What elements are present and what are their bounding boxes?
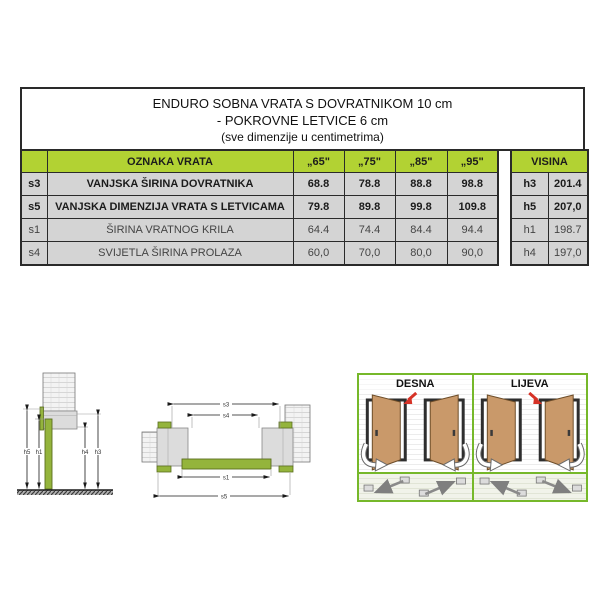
cell-value: 98.8: [447, 173, 498, 196]
cover-strip-section: [40, 407, 44, 430]
desna-doors-illustration: [359, 392, 472, 472]
door-leaf-plan: [182, 459, 271, 469]
label-h5: h5: [23, 450, 31, 456]
desna-plan-arrows: [359, 474, 472, 500]
dimension-labels: [22, 448, 103, 456]
cell-value: 79.8: [293, 196, 344, 219]
table-row: [511, 173, 588, 196]
cell-code: s1: [21, 219, 47, 242]
door-open-left-hinged-right: [529, 393, 582, 471]
label-s4: s4: [222, 413, 230, 420]
table-row: [21, 173, 498, 196]
cell-hcode: h5: [511, 196, 548, 219]
cell-name: VANJSKA DIMENZIJA VRATA S LETVICAMA: [47, 196, 293, 219]
table-row: [511, 219, 588, 242]
table-row: [511, 196, 588, 219]
tables-row: [20, 149, 585, 266]
cell-value: 60,0: [293, 242, 344, 266]
table-row: [21, 242, 498, 266]
header-size-85: „85": [395, 150, 447, 173]
dimension-labels: [218, 401, 232, 501]
cell-value: 80,0: [395, 242, 447, 266]
lijeva-plan-arrows-strip: [474, 472, 587, 500]
cell-hvalue: 198.7: [548, 219, 588, 242]
door-swing-diagram: [357, 373, 588, 502]
label-s3: s3: [222, 402, 230, 409]
cell-value: 88.8: [395, 173, 447, 196]
title-line-2: - POKROVNE LETVICE 6 cm: [216, 113, 389, 128]
cell-value: 68.8: [293, 173, 344, 196]
header-visina-cell: VISINA: [511, 150, 588, 173]
cell-value: 74.4: [344, 219, 395, 242]
wall-plan-left: [142, 422, 188, 472]
title-line-1: ENDURO SOBNA VRATA S DOVRATNIKOM 10 cm: [152, 96, 453, 111]
title-line-3: (sve dimenzije u centimetrima): [221, 130, 384, 144]
label-h3: h3: [94, 450, 102, 456]
cell-value: 84.4: [395, 219, 447, 242]
floor-line: [17, 490, 113, 495]
cell-hvalue: 207,0: [548, 196, 588, 219]
cell-code: s4: [21, 242, 47, 266]
swing-panel-lijeva: [472, 375, 587, 500]
swing-panel-desna: [359, 375, 472, 500]
table-row: [21, 219, 498, 242]
door-leaf-section: [45, 419, 52, 489]
desna-plan-arrows-strip: [359, 472, 472, 500]
door-open-right-hinged-left: [425, 395, 467, 471]
label-h4: h4: [81, 450, 89, 456]
swing-label-lijeva: LIJEVA: [474, 375, 587, 392]
cell-code: s5: [21, 196, 47, 219]
cell-value: 109.8: [447, 196, 498, 219]
table-row: [21, 196, 498, 219]
door-open-right-hinged-left: [478, 395, 520, 471]
table-title: [20, 87, 585, 151]
cell-value: 90,0: [447, 242, 498, 266]
horizontal-section-diagram: [138, 393, 355, 505]
door-open-left-hinged-right: [364, 393, 417, 471]
cell-hcode: h4: [511, 242, 548, 266]
spec-table: [20, 87, 585, 266]
header-size-95: „95": [447, 150, 498, 173]
cell-hcode: h1: [511, 219, 548, 242]
vertical-section-diagram: [15, 363, 115, 500]
dimensions-table: [20, 149, 499, 266]
height-table: [510, 149, 589, 266]
height-header-row: [511, 150, 588, 173]
label-h1: h1: [35, 450, 43, 456]
cell-value: 64.4: [293, 219, 344, 242]
lijeva-plan-arrows: [474, 474, 587, 500]
cell-value: 70,0: [344, 242, 395, 266]
label-s1: s1: [222, 475, 230, 482]
header-size-65: „65": [293, 150, 344, 173]
cell-name: ŠIRINA VRATNOG KRILA: [47, 219, 293, 242]
lijeva-doors-illustration: [474, 392, 587, 472]
header-name-cell: OZNAKA VRATA: [47, 150, 293, 173]
cell-value: 99.8: [395, 196, 447, 219]
cell-hvalue: 201.4: [548, 173, 588, 196]
cell-name: VANJSKA ŠIRINA DOVRATNIKA: [47, 173, 293, 196]
cell-code: s3: [21, 173, 47, 196]
cell-hcode: h3: [511, 173, 548, 196]
swing-label-desna: DESNA: [359, 375, 472, 392]
header-code-cell: [21, 150, 47, 173]
header-size-75: „75": [344, 150, 395, 173]
cell-name: SVIJETLA ŠIRINA PROLAZA: [47, 242, 293, 266]
cell-hvalue: 197,0: [548, 242, 588, 266]
label-s5: s5: [220, 494, 228, 501]
table-row: [511, 242, 588, 266]
cell-value: 89.8: [344, 196, 395, 219]
cell-value: 78.8: [344, 173, 395, 196]
cell-value: 94.4: [447, 219, 498, 242]
table-header-row: [21, 150, 498, 173]
